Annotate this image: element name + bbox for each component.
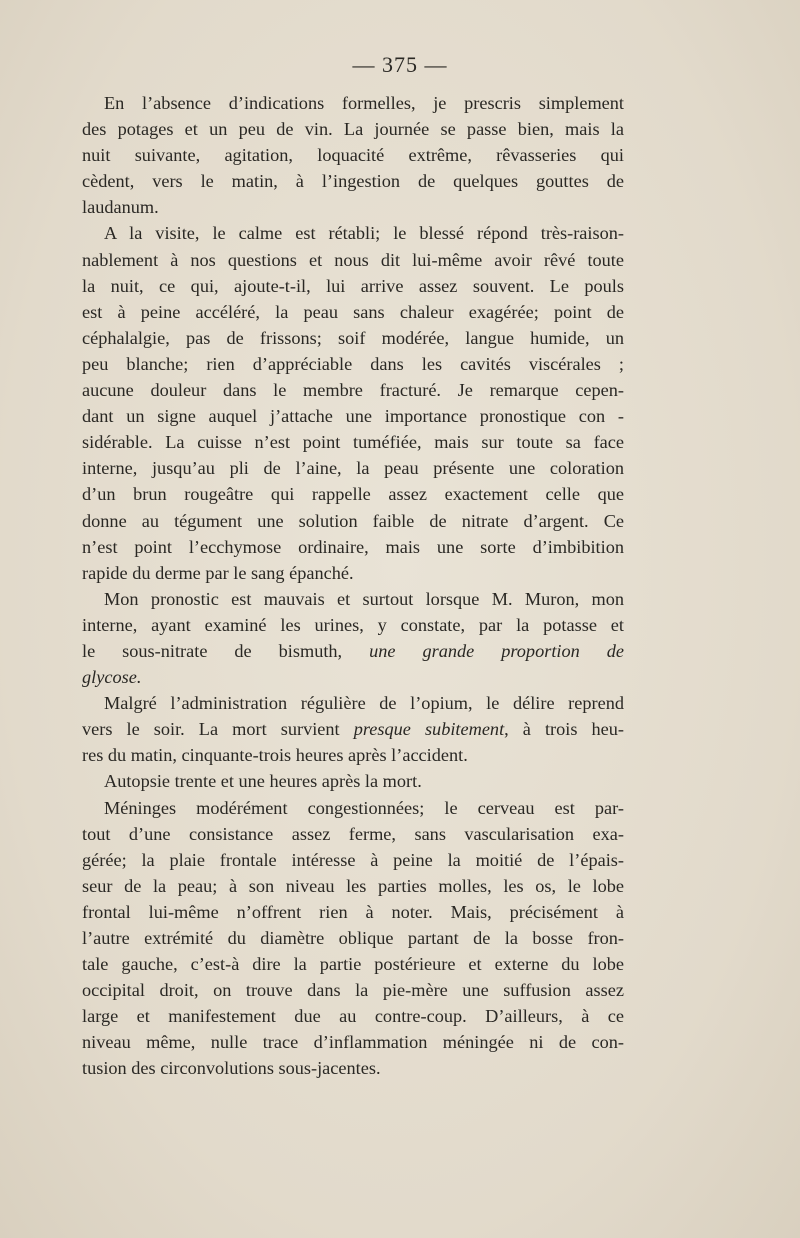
text-line [82,325,624,351]
text-line [82,586,624,612]
text-line [82,299,624,325]
text-line [82,351,624,377]
text-line [82,768,624,794]
text-line [82,742,624,768]
text-segment: Malgré l’administration régulière de l’opium, le délire reprend [104,693,624,714]
text-segment: gérée; la plaie frontale intéresse à peine la moitié de l’épais- [82,849,624,870]
text-line [82,795,624,821]
text-line [82,90,624,116]
body-text [82,90,624,1082]
text-line [82,194,624,220]
page-number: — 375 — [352,52,448,77]
text-segment: la nuit, ce qui, ajoute-t-il, lui arrive assez souvent. Le pouls [82,275,624,296]
text-segment: est à peine accéléré, la peau sans chaleur exagérée; point de [82,301,624,322]
text-line [82,847,624,873]
italic-text: glycose. [82,667,142,688]
text-segment: interne, ayant examiné les urines, y constate, par la potasse et [82,614,624,635]
text-segment: l’autre extrémité du diamètre oblique partant de la bosse fron- [82,928,624,948]
text-segment: frontal lui-même n’offrent rien à noter. Mais, précisément à [82,901,624,922]
text-segment: large et manifestement due au contre-coup. D’ailleurs, à ce [82,1006,624,1027]
text-segment: Autopsie trente et une heures après la mort. [104,771,422,792]
text-line [82,664,624,690]
text-segment: cèdent, vers le matin, à l’ingestion de quelques gouttes de [82,171,624,192]
text-segment: laudanum. [82,197,159,218]
text-line [82,690,624,716]
text-line [82,873,624,899]
text-line [82,716,624,742]
text-line [82,142,624,168]
text-line [82,481,624,507]
text-line [82,821,624,847]
text-line [82,925,624,951]
text-segment: nuit suivante, agitation, loquacité extrême, rêvasseries qui [82,145,624,166]
text-line [82,220,624,246]
text-line [82,455,624,481]
text-line [82,508,624,534]
text-line [82,1055,624,1081]
text-line [82,612,624,638]
text-segment: aucune douleur dans le membre fracturé. Je remarque cepen- [82,380,624,401]
text-segment: A la visite, le calme est rétabli; le blessé répond très-raison- [104,223,624,244]
text-segment: nablement à nos questions et nous dit lui-même avoir rêvé toute [82,249,624,270]
text-line [82,951,624,977]
text-line [82,403,624,429]
text-segment: dant un signe auquel j’attache une importance pronostique con - [82,406,624,427]
text-segment: des potages et un peu de vin. La journée se passe bien, mais la [82,119,624,140]
text-segment: Mon pronostic est mauvais et surtout lorsque M. Muron, mon [104,588,624,609]
text-segment: occipital droit, on trouve dans la pie-mère une suffusion assez [82,980,624,1001]
text-segment: tusion des circonvolutions sous-jacentes. [82,1058,381,1079]
italic-text: presque subitement [353,719,505,740]
text-segment: Méninges modérément congestionnées; le cerveau est par- [104,797,624,818]
text-segment: En l’absence d’indications formelles, je prescris simplement [104,93,624,113]
text-segment: seur de la peau; à son niveau les parties molles, les os, le lobe [82,875,624,896]
text-line [82,429,624,455]
text-segment: sidérable. La cuisse n’est point tuméfiée, mais sur toute sa face [82,432,624,453]
text-segment: rapide du derme par le sang épanché. [82,562,354,583]
text-line [82,377,624,403]
text-line [82,247,624,273]
text-segment: donne au tégument une solution faible de nitrate d’argent. Ce [82,510,624,531]
text-segment: , à trois heu- [504,719,624,740]
text-segment: niveau même, nulle trace d’inflammation méningée ni de con- [82,1032,624,1053]
text-line [82,1029,624,1055]
text-segment: n’est point l’ecchymose ordinaire, mais une sorte d’imbibition [82,536,624,557]
text-line [82,116,624,142]
text-line [82,273,624,299]
text-segment: vers le soir. La mort survient [82,719,354,740]
text-segment: res du matin, cinquante-trois heures après l’accident. [82,745,468,766]
text-line [82,534,624,560]
text-segment: interne, jusqu’au pli de l’aine, la peau présente une coloration [82,458,624,479]
text-segment: le sous-nitrate de bismuth, [82,640,370,661]
text-line [82,1003,624,1029]
text-segment: d’un brun rougeâtre qui rappelle assez exactement celle que [82,484,624,505]
text-segment: céphalalgie, pas de frissons; soif modérée, langue humide, un [82,327,624,348]
text-line [82,977,624,1003]
text-segment: peu blanche; rien d’appréciable dans les cavités viscérales ; [82,353,624,374]
text-line [82,168,624,194]
italic-text: une grande proportion de [369,640,624,661]
text-line [82,638,624,664]
text-line [82,560,624,586]
text-line [82,899,624,925]
text-segment: tale gauche, c’est-à dire la partie postérieure et externe du lobe [82,954,624,975]
text-segment: tout d’une consistance assez ferme, sans vascularisation exa- [82,823,624,844]
